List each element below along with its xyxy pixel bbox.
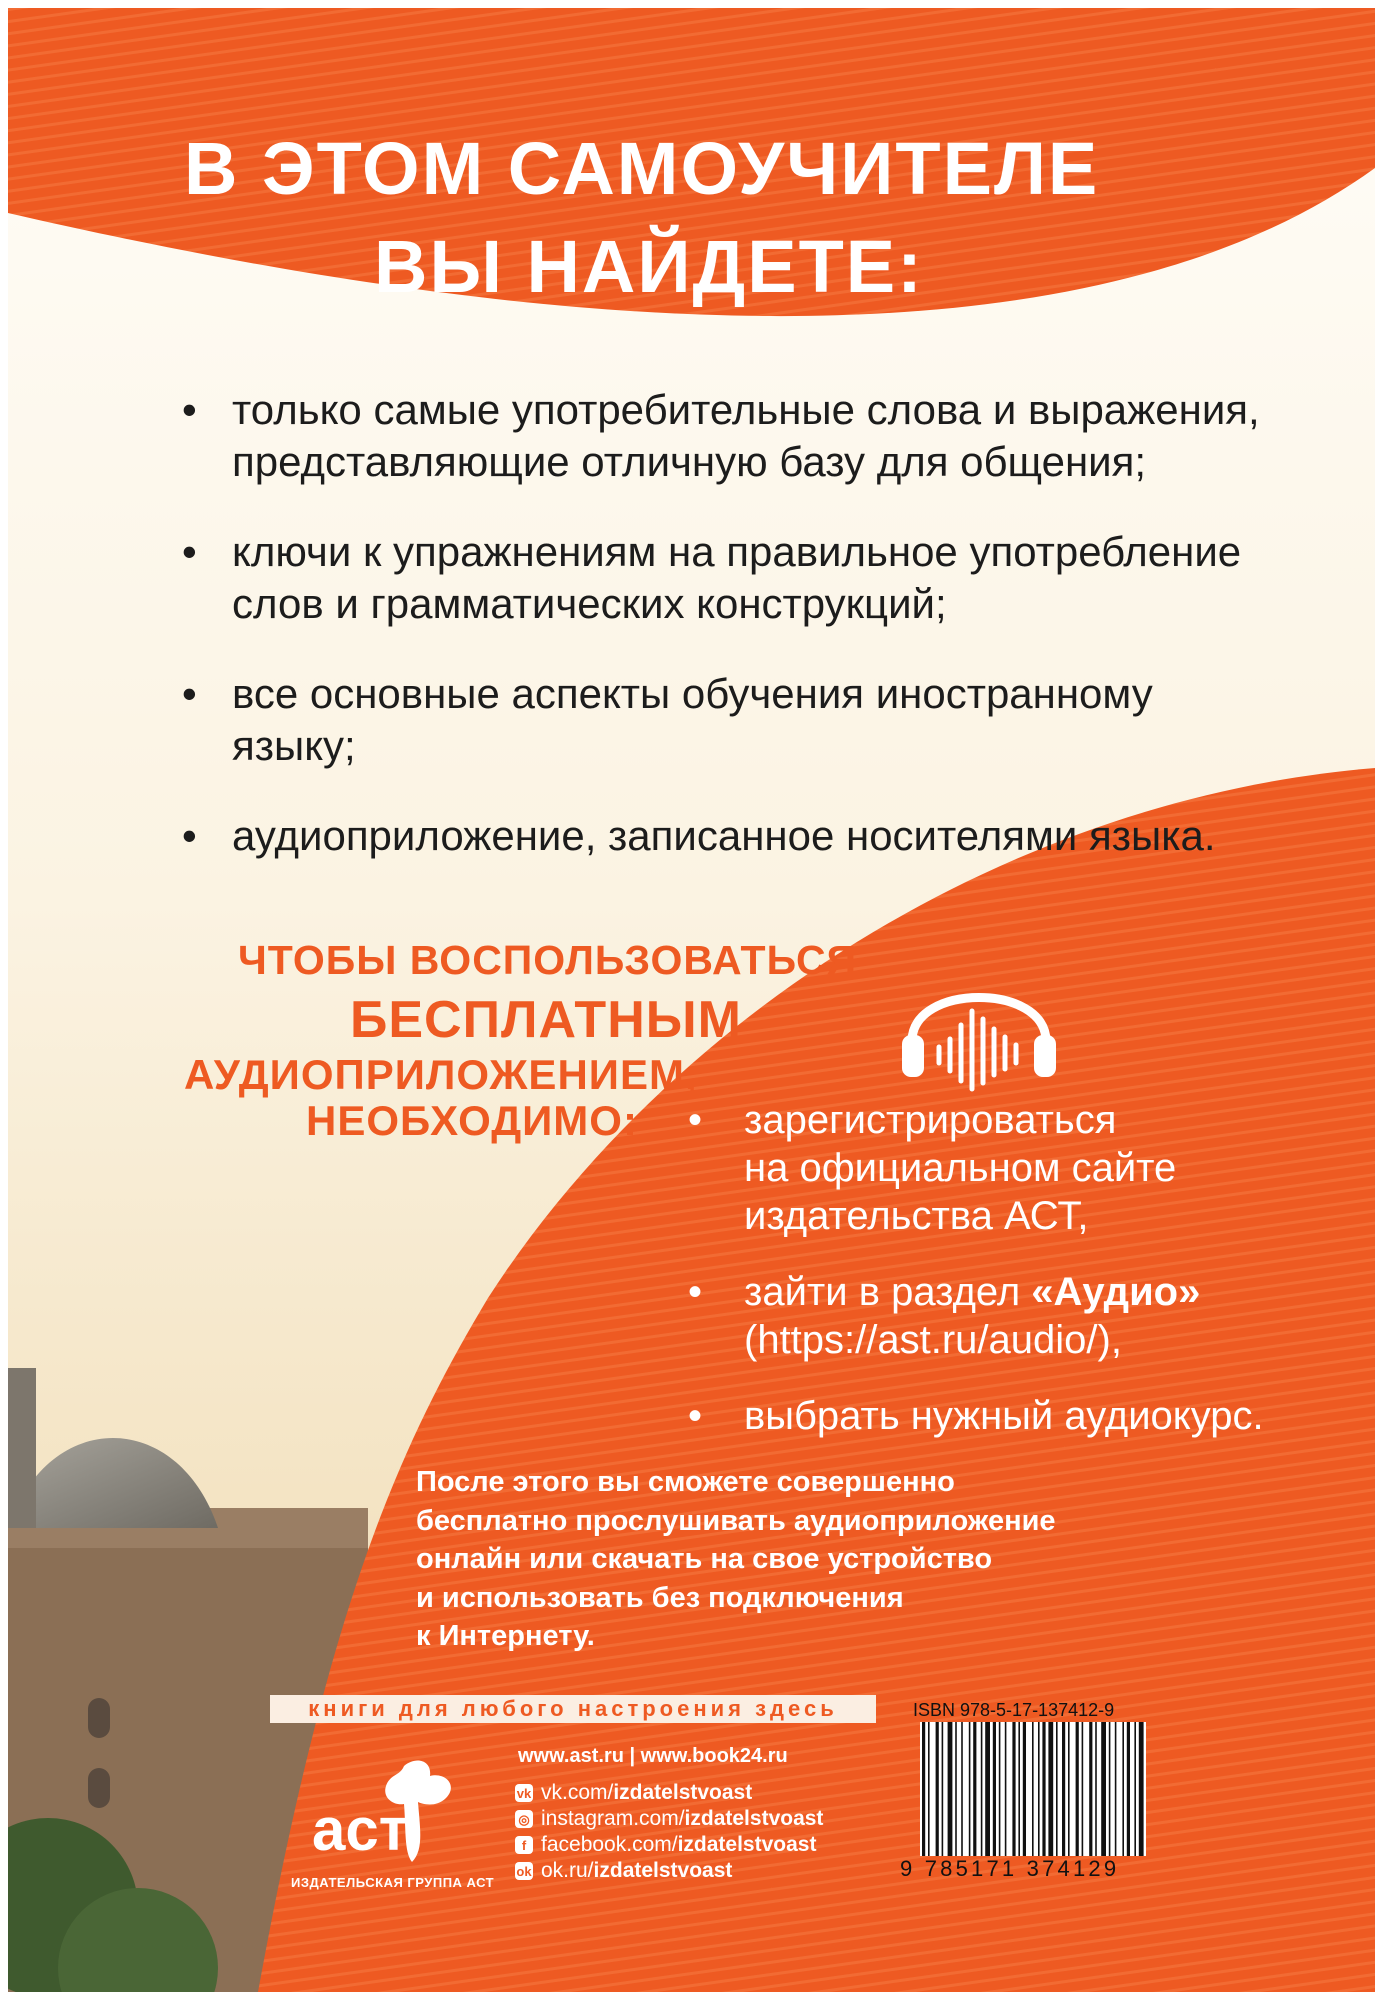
facebook-icon: f	[515, 1836, 533, 1854]
social-link-vk[interactable]: vk vk.com/ izdatelstvoast	[516, 1781, 753, 1804]
social-link-facebook[interactable]: f facebook.com/ izdatelstvoast	[515, 1832, 823, 1858]
audio-heading-3: АУДИОПРИЛОЖЕНИЕМ,	[184, 1051, 698, 1098]
feature-item: • только самые употребительные слова и выражения, представляющие отличную базу для общения;	[182, 386, 1260, 485]
feature-item: • ключи к упражнениям на правильное употребление слов и грамматических конструкций;	[182, 528, 1242, 627]
vk-icon: vk	[516, 1785, 532, 1801]
logo-text: аст	[312, 1796, 409, 1863]
header-line-1: В ЭТОМ САМОУЧИТЕЛЕ	[184, 127, 1100, 210]
back-cover	[8, 8, 1375, 1992]
website-links[interactable]: www.ast.ru | www.book24.ru	[518, 1745, 788, 1767]
step-item: • зарегистрироваться на официальном сайте издательства АСТ,	[688, 1098, 1177, 1238]
social-links	[515, 1780, 823, 1884]
tagline-banner: книги для любого настроения здесь	[270, 1695, 876, 1723]
audio-heading-2: БЕСПЛАТНЫМ	[350, 991, 742, 1049]
step-item: • выбрать нужный аудиокурс.	[688, 1394, 1264, 1438]
audio-heading-1: ЧТОБЫ ВОСПОЛЬЗОВАТЬСЯ	[238, 937, 858, 983]
publisher-caption: ИЗДАТЕЛЬСКАЯ ГРУППА АСТ	[291, 1875, 495, 1890]
ast-logo	[308, 1758, 468, 1868]
instagram-icon: ◎	[515, 1810, 533, 1828]
header-line-2: ВЫ НАЙДЕТЕ:	[374, 225, 924, 308]
barcode	[920, 1722, 1146, 1856]
social-link-ok[interactable]: ok ok.ru/ izdatelstvoast	[516, 1859, 733, 1882]
after-text: После этого вы сможете совершенно бесплатно прослушивать аудиоприложение онлайн или скачать на свое устройство и использовать без подключения к Интернету.	[416, 1466, 1056, 1652]
odnoklassniki-icon: ok	[516, 1863, 532, 1879]
audio-heading-4: НЕОБХОДИМО:	[306, 1097, 638, 1144]
audio-steps-list	[688, 1096, 1328, 1468]
features-list	[176, 384, 1260, 900]
step-item: • зайти в раздел «Аудио» (https://ast.ru/audio/),	[688, 1270, 1201, 1362]
feature-item: • аудиоприложение, записанное носителями языка.	[182, 812, 1216, 859]
barcode-number: 9 785171 374129	[900, 1856, 1120, 1881]
headphones-soundwave-icon	[894, 963, 1064, 1093]
isbn: ISBN 978-5-17-137412-9	[913, 1700, 1115, 1720]
feature-item: • все основные аспекты обучения иностранному языку;	[182, 670, 1153, 769]
social-link-instagram[interactable]: ◎ instagram.com/ izdatelstvoast	[515, 1806, 823, 1832]
